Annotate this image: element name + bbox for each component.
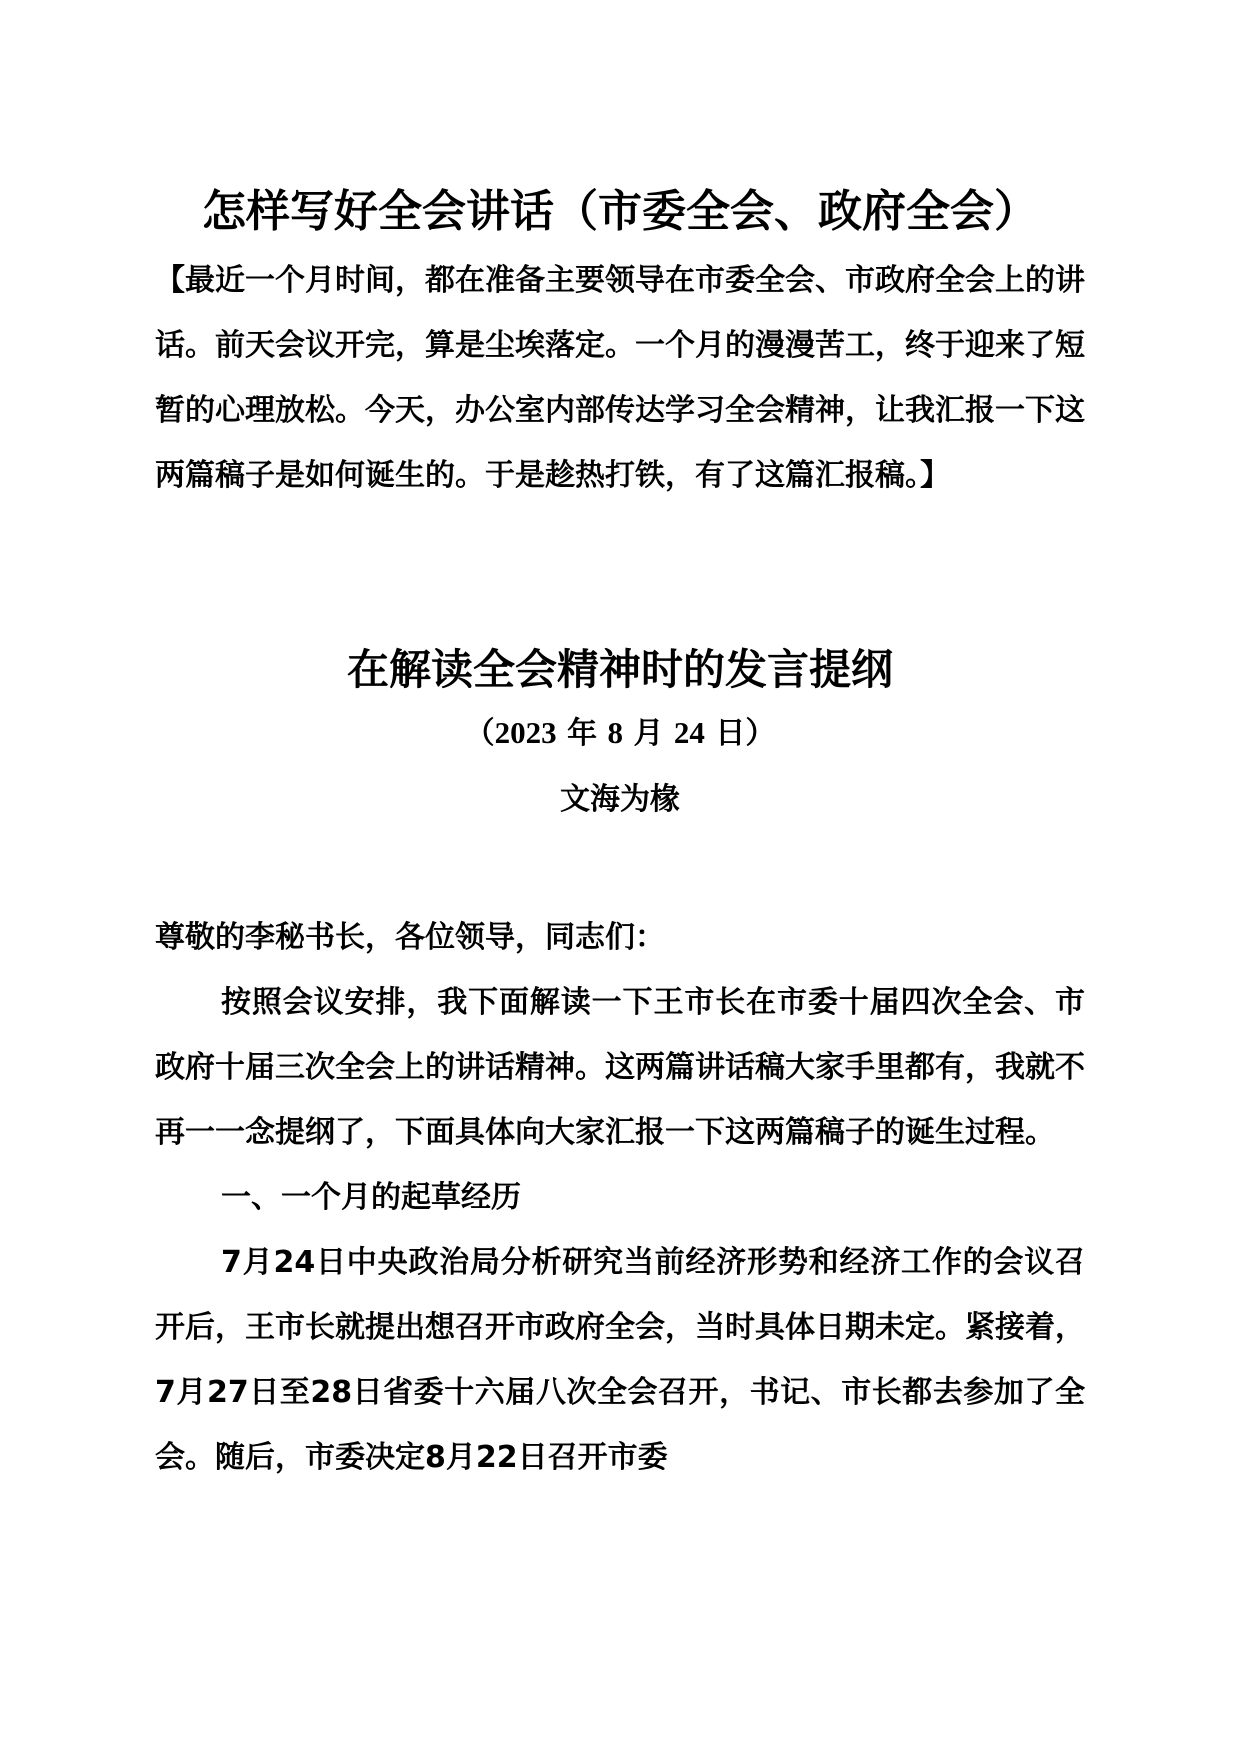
date-day: 24 [673,715,705,750]
date-month-unit: 月 [633,716,664,751]
speech-title: 在解读全会精神时的发言提纲 [346,645,893,694]
body-paragraph-2: 7月24日中央政治局分析研究当前经济形势和经济工作的会议召开后，王市长就提出想召开市政府全会，当时具体日期未定。紧接着，7月27日至28日省委十六届八次全会召开，书记、市长都去参加了全会。随后，市委决定8月22日召开市委 [155,1245,1085,1475]
date-year-unit: 年 [567,716,598,751]
date-year: 2023 [494,715,557,750]
date-day-unit: 日） [715,716,776,751]
section-heading-1: 一、一个月的起草经历 [221,1180,521,1215]
speech-author: 文海为椽 [560,782,680,817]
intro-paragraph: 【最近一个月时间，都在准备主要领导在市委全会、市政府全会上的讲话。前天会议开完，算是尘埃落定。一个月的漫漫苦工，终于迎来了短暂的心理放松。今天，办公室内部传达学习全会精神，让我汇报一下这两篇稿子是如何诞生的。于是趁热打铁，有了这篇汇报稿。】 [155,263,1085,493]
body-paragraph-1: 按照会议安排，我下面解读一下王市长在市委十届四次全会、市政府十届三次全会上的讲话精神。这两篇讲话稿大家手里都有，我就不再一一念提纲了，下面具体向大家汇报一下这两篇稿子的诞生过程。 [155,985,1085,1150]
speech-date [155,711,1085,756]
speech-body [155,905,1085,1490]
document-title: 怎样写好全会讲话（市委全会、政府全会） [202,186,1038,237]
date-month: 8 [607,715,624,750]
date-prefix: （ [464,716,495,751]
salutation: 尊敬的李秘书长，各位领导，同志们： [155,920,665,955]
